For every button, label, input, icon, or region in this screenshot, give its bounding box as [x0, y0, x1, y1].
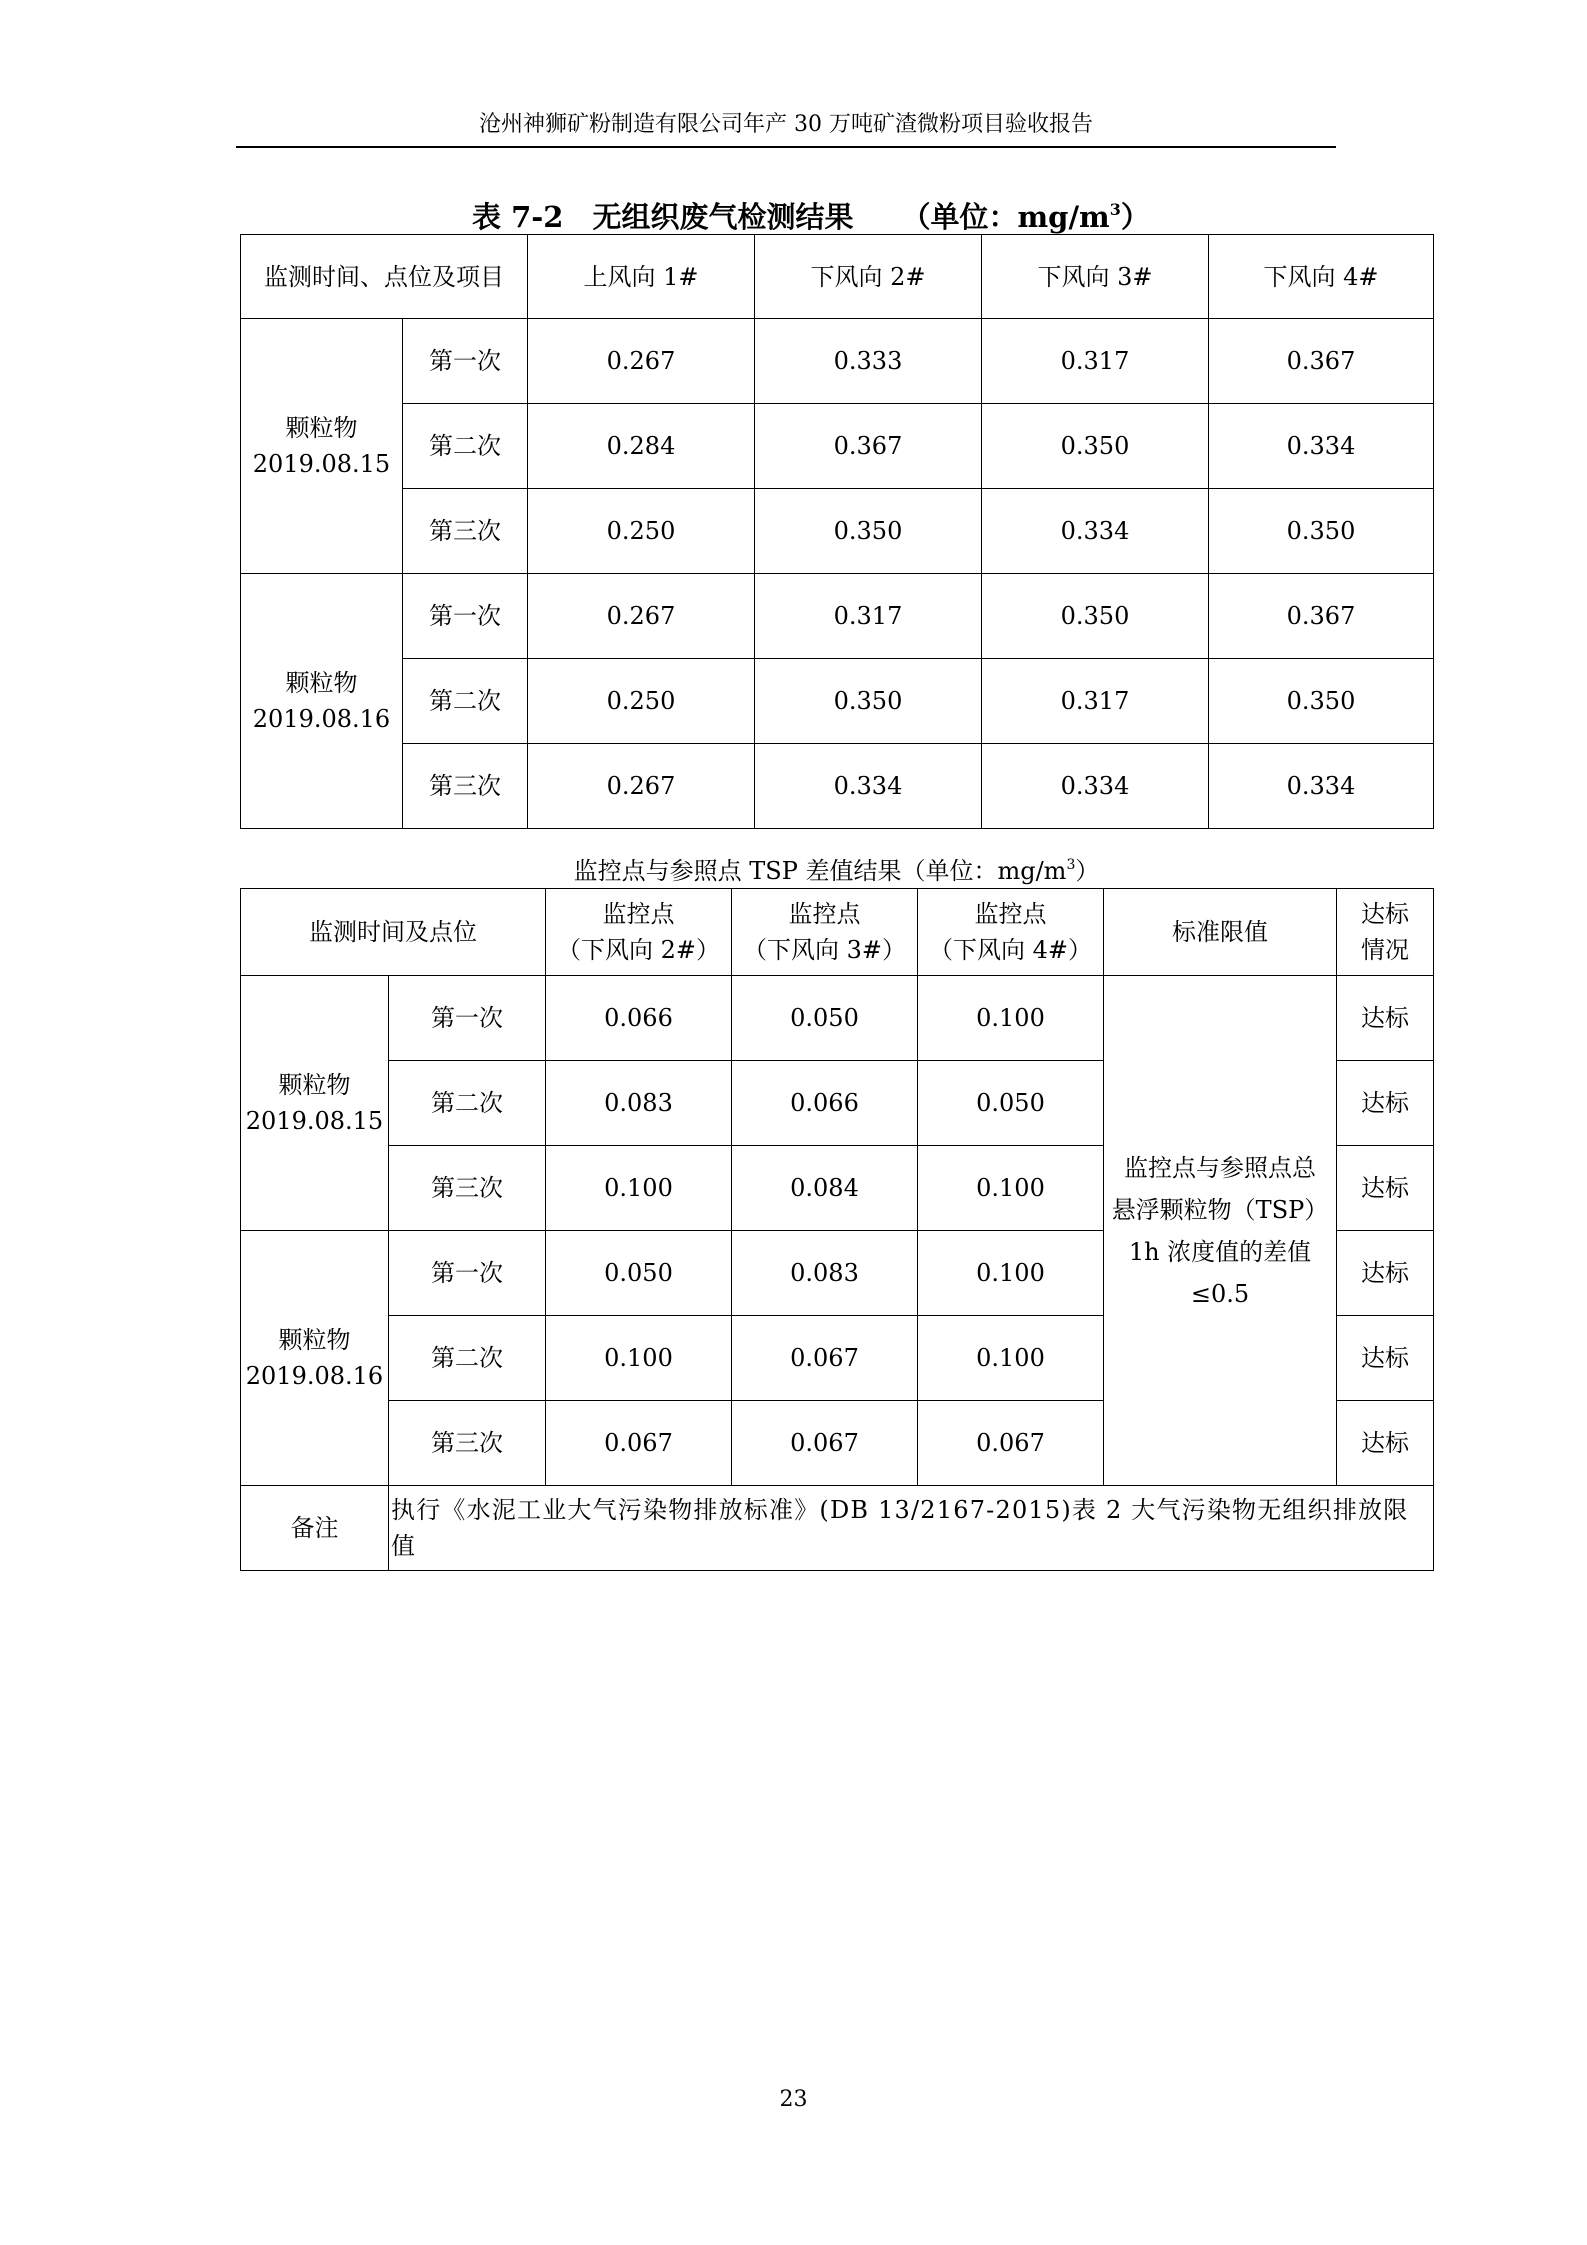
run-label: 第二次 — [403, 404, 528, 489]
value-cell: 0.350 — [982, 574, 1209, 659]
header-divider — [236, 146, 1336, 148]
value-cell: 0.050 — [546, 1231, 732, 1316]
run-label: 第三次 — [389, 1401, 546, 1486]
value-cell: 0.350 — [1209, 659, 1434, 744]
table1-header-row — [241, 235, 1434, 319]
group-label-cell — [241, 319, 403, 574]
table1-col-header: 上风向 1# — [528, 235, 755, 319]
table2-title-suffix: ） — [1075, 857, 1100, 885]
value-cell: 0.317 — [982, 659, 1209, 744]
page-header: 沧州神狮矿粉制造有限公司年产 30 万吨矿渣微粉项目验收报告 — [479, 112, 1093, 137]
table1-title-text: 表 7-2 无组织废气检测结果 — [472, 200, 854, 234]
table2-col-header: 标准限值 — [1104, 889, 1337, 976]
value-cell: 0.267 — [528, 319, 755, 404]
table1-unit-prefix: （单位：mg/m — [901, 200, 1110, 234]
value-cell: 0.267 — [528, 744, 755, 829]
status-cell: 达标 — [1337, 1401, 1434, 1486]
monitor-point-location: （下风向 4#） — [928, 936, 1092, 964]
page-number: 23 — [779, 2087, 808, 2112]
pollutant-name: 颗粒物 — [278, 1071, 351, 1099]
run-label: 第三次 — [403, 744, 528, 829]
run-label: 第二次 — [389, 1061, 546, 1146]
pollutant-name: 颗粒物 — [278, 1326, 351, 1354]
value-cell: 0.367 — [1209, 319, 1434, 404]
value-cell: 0.350 — [755, 659, 982, 744]
value-cell: 0.350 — [755, 489, 982, 574]
table-row — [241, 319, 1434, 404]
table2-col-header: 监测时间及点位 — [241, 889, 546, 976]
run-label: 第三次 — [389, 1146, 546, 1231]
run-label: 第一次 — [403, 574, 528, 659]
value-cell: 0.334 — [982, 744, 1209, 829]
value-cell: 0.350 — [982, 404, 1209, 489]
value-cell: 0.100 — [918, 1146, 1104, 1231]
sampling-date: 2019.08.15 — [245, 1107, 384, 1135]
value-cell: 0.250 — [528, 659, 755, 744]
value-cell: 0.100 — [546, 1316, 732, 1401]
table1-col-header: 下风向 4# — [1209, 235, 1434, 319]
table-row — [241, 744, 1434, 829]
value-cell: 0.367 — [755, 404, 982, 489]
value-cell: 0.250 — [528, 489, 755, 574]
pollutant-name: 颗粒物 — [285, 669, 358, 697]
run-label: 第三次 — [403, 489, 528, 574]
value-cell: 0.084 — [732, 1146, 918, 1231]
remark-row — [241, 1486, 1434, 1571]
table-row — [241, 489, 1434, 574]
value-cell: 0.067 — [918, 1401, 1104, 1486]
table2-header-row — [241, 889, 1434, 976]
status-cell: 达标 — [1337, 1231, 1434, 1316]
sampling-date: 2019.08.16 — [245, 1362, 384, 1390]
standard-limit-cell — [1104, 976, 1337, 1486]
value-cell: 0.334 — [1209, 404, 1434, 489]
table1-unit-sup: 3 — [1109, 200, 1121, 219]
standard-line: 1h 浓度值的差值 — [1128, 1237, 1312, 1266]
value-cell: 0.317 — [755, 574, 982, 659]
table2-title — [240, 847, 1433, 889]
group-label-cell — [241, 1231, 389, 1486]
value-cell: 0.334 — [755, 744, 982, 829]
table1-title — [236, 190, 1416, 237]
value-cell: 0.100 — [918, 976, 1104, 1061]
value-cell: 0.067 — [732, 1316, 918, 1401]
value-cell: 0.067 — [546, 1401, 732, 1486]
run-label: 第一次 — [389, 1231, 546, 1316]
pollutant-name: 颗粒物 — [285, 414, 358, 442]
value-cell: 0.350 — [1209, 489, 1434, 574]
value-cell: 0.333 — [755, 319, 982, 404]
table1-col-header: 下风向 2# — [755, 235, 982, 319]
value-cell: 0.050 — [732, 976, 918, 1061]
sampling-date: 2019.08.15 — [252, 450, 391, 478]
group-label-cell — [241, 976, 389, 1231]
value-cell: 0.050 — [918, 1061, 1104, 1146]
table2-col-header — [546, 889, 732, 976]
remark-label: 备注 — [241, 1486, 389, 1571]
standard-line: 悬浮颗粒物（TSP） — [1111, 1195, 1329, 1224]
table2-title-sup: 3 — [1066, 857, 1076, 873]
value-cell: 0.083 — [732, 1231, 918, 1316]
monitor-point-location: （下风向 2#） — [556, 936, 720, 964]
value-cell: 0.100 — [918, 1231, 1104, 1316]
status-cell: 达标 — [1337, 1146, 1434, 1231]
sampling-date: 2019.08.16 — [252, 705, 391, 733]
value-cell: 0.100 — [546, 1146, 732, 1231]
tsp-difference-table — [240, 888, 1434, 1571]
standard-line: 监控点与参照点总 — [1124, 1153, 1316, 1182]
standard-line: ≤0.5 — [1190, 1279, 1250, 1308]
value-cell: 0.317 — [982, 319, 1209, 404]
monitor-point-label: 监控点 — [602, 900, 675, 928]
table2-col-header — [918, 889, 1104, 976]
table2-col-header — [1337, 889, 1434, 976]
table-row — [241, 574, 1434, 659]
value-cell: 0.067 — [732, 1401, 918, 1486]
table-row — [241, 659, 1434, 744]
table-row — [241, 976, 1434, 1061]
value-cell: 0.334 — [1209, 744, 1434, 829]
table1-col-header: 监测时间、点位及项目 — [241, 235, 528, 319]
group-label-cell — [241, 574, 403, 829]
value-cell: 0.334 — [982, 489, 1209, 574]
status-cell: 达标 — [1337, 1316, 1434, 1401]
table1-unit — [902, 200, 1150, 234]
table-row — [241, 404, 1434, 489]
value-cell: 0.267 — [528, 574, 755, 659]
compliance-header-line1: 达标 — [1361, 900, 1409, 928]
compliance-header-line2: 情况 — [1361, 936, 1409, 964]
run-label: 第二次 — [389, 1316, 546, 1401]
run-label: 第一次 — [403, 319, 528, 404]
table2-col-header — [732, 889, 918, 976]
run-label: 第一次 — [389, 976, 546, 1061]
value-cell: 0.367 — [1209, 574, 1434, 659]
table1-unit-suffix: ） — [1120, 200, 1150, 234]
status-cell: 达标 — [1337, 1061, 1434, 1146]
table1-col-header: 下风向 3# — [982, 235, 1209, 319]
value-cell: 0.083 — [546, 1061, 732, 1146]
value-cell: 0.066 — [732, 1061, 918, 1146]
monitor-point-label: 监控点 — [788, 900, 861, 928]
value-cell: 0.066 — [546, 976, 732, 1061]
monitor-point-location: （下风向 3#） — [742, 936, 906, 964]
table2-title-prefix: 监控点与参照点 TSP 差值结果（单位：mg/m — [573, 857, 1067, 885]
value-cell: 0.284 — [528, 404, 755, 489]
fugitive-emission-table — [240, 234, 1434, 829]
status-cell: 达标 — [1337, 976, 1434, 1061]
remark-text: 执行《水泥工业大气污染物排放标准》(DB 13/2167-2015)表 2 大气污染物无组织排放限值 — [389, 1486, 1434, 1571]
monitor-point-label: 监控点 — [974, 900, 1047, 928]
value-cell: 0.100 — [918, 1316, 1104, 1401]
run-label: 第二次 — [403, 659, 528, 744]
